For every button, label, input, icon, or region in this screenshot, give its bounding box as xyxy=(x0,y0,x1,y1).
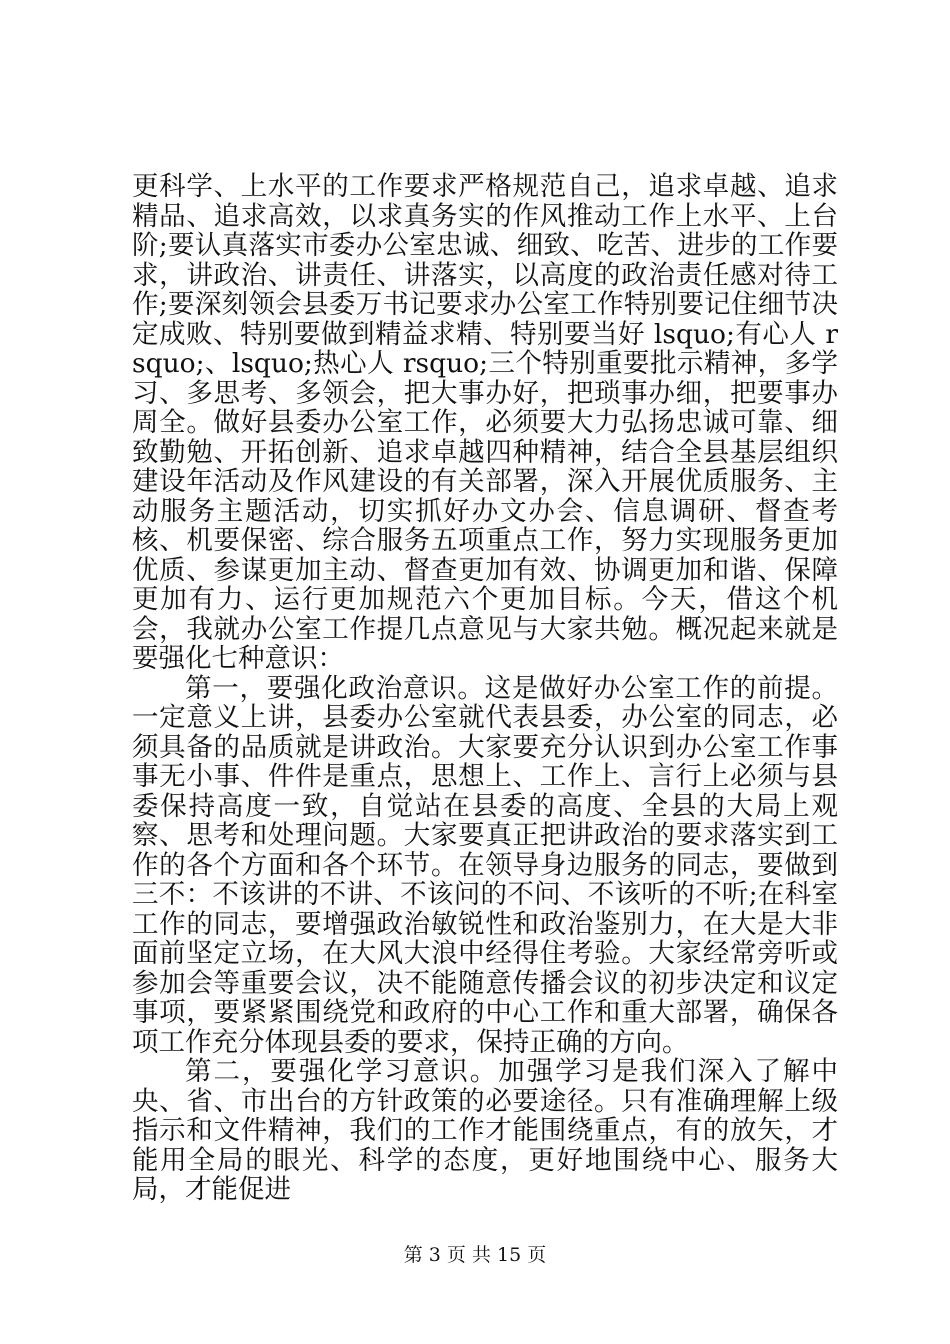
paragraph-political-awareness: 第一，要强化政治意识。这是做好办公室工作的前提。一定意义上讲，县委办公室就代表县委，办公室的同志，必须具备的品质就是讲政治。大家要充分认识到办公室工作事事无小事、件件是重点，思想上、工作上、言行上必须与县委保持高度一致，自觉站在县委的高度、全县的大局上观察、思考和处理问题。大家要真正把讲政治的要求落实到工作的各个方面和各个环节。在领导身边服务的同志，要做到三不：不该讲的不讲、不该问的不问、不该听的不听;在科室工作的同志，要增强政治敏锐性和政治鉴别力，在大是大非面前坚定立场，在大风大浪中经得住考验。大家经常旁听或参加会等重要会议，决不能随意传播会议的初步决定和议定事项，要紧紧围绕党和政府的中心工作和重大部署，确保各项工作充分体现县委的要求，保持正确的方向。 xyxy=(132,672,838,1058)
document-body xyxy=(132,172,838,1205)
paragraph-intro: 更科学、上水平的工作要求严格规范自己，追求卓越、追求精品、追求高效，以求真务实的作风推动工作上水平、上台阶;要认真落实市委办公室忠诚、细致、吃苦、进步的工作要求，讲政治、讲责任、讲落实，以高度的政治责任感对待工作;要深刻领会县委万书记要求办公室工作特别要记住细节决定成败、特别要做到精益求精、特别要当好 lsquo;有心人 rsquo;、lsquo;热心人 rsquo;三个特别重要批示精神，多学习、多思考、多领会，把大事办好，把琐事办细，把要事办周全。做好县委办公室工作，必须要大力弘扬忠诚可靠、细致勤勉、开拓创新、追求卓越四种精神，结合全县基层组织建设年活动及作风建设的有关部署，深入开展优质服务、主动服务主题活动，切实抓好办文办会、信息调研、督查考核、机要保密、综合服务五项重点工作，努力实现服务更加优质、参谋更加主动、督查更加有效、协调更加和谐、保障更加有力、运行更加规范六个更加目标。今天，借这个机会，我就办公室工作提几点意见与大家共勉。概况起来就是要强化七种意识： xyxy=(132,171,838,674)
paragraph-learning-awareness: 第二，要强化学习意识。加强学习是我们深入了解中央、省、市出台的方针政策的必要途径。只有准确理解上级指示和文件精神，我们的工作才能围绕重点，有的放矢，才能用全局的眼光、科学的态度，更好地围绕中心、服务大局，才能促进 xyxy=(132,1056,838,1205)
page-number-footer: 第 3 页 共 15 页 xyxy=(403,1244,547,1266)
